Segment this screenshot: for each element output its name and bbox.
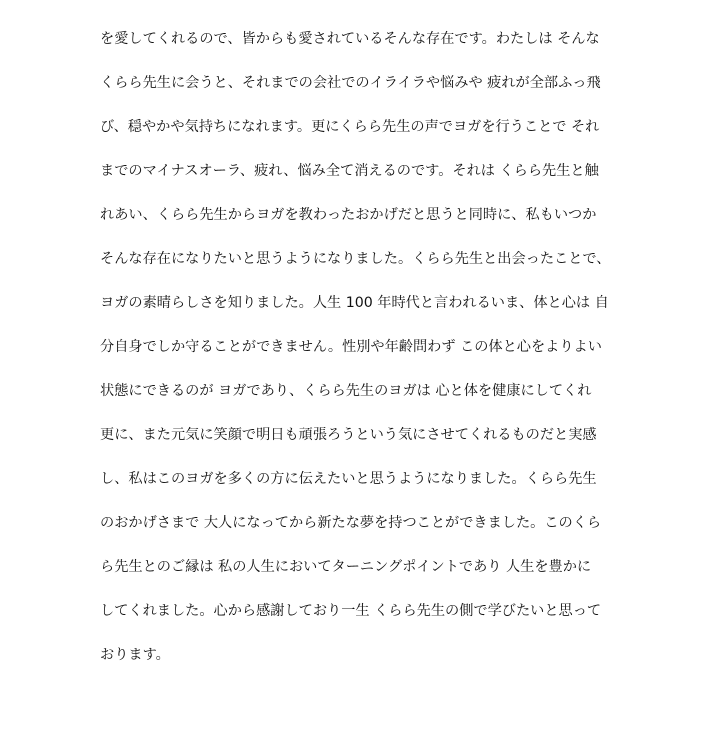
text-line: 状態にできるのが ヨガであり、くらら先生のヨガは 心と体を健康にしてくれ: [100, 383, 592, 399]
text-line: を愛してくれるので、皆からも愛されているそんな存在です。わたしは そんな: [100, 31, 600, 47]
text-line: び、穏やかや気持ちになれます。更にくらら先生の声でヨガを行うことで それ: [100, 119, 600, 135]
text-line: ら先生とのご縁は 私の人生においてターニングポイントであり 人生を豊かに: [100, 559, 592, 575]
text-line: し、私はこのヨガを多くの方に伝えたいと思うようになりました。くらら先生: [100, 471, 597, 487]
text-line: のおかげさまで 大人になってから新たな夢を持つことができました。このくら: [100, 515, 602, 531]
text-line: れあい、くらら先生からヨガを教わったおかげだと思うと同時に、私もいつか: [100, 207, 597, 223]
text-line: 更に、また元気に笑顔で明日も頑張ろうという気にさせてくれるものだと実感: [100, 427, 597, 443]
essay-body: [100, 28, 620, 688]
text-line: そんな存在になりたいと思うようになりました。くらら先生と出会ったことで、: [100, 251, 611, 267]
text-line: までのマイナスオーラ、疲れ、悩み全て消えるのです。それは くらら先生と触: [100, 163, 599, 179]
text-line: ヨガの素晴らしさを知りました。人生 100 年時代と言われるいま、体と心は 自: [100, 295, 609, 311]
text-line: してくれました。心から感謝しており一生 くらら先生の側で学びたいと思って: [100, 603, 602, 619]
text-line: 分自身でしか守ることができません。性別や年齢問わず この体と心をよりよい: [100, 339, 602, 355]
text-line: くらら先生に会うと、それまでの会社でのイライラや悩みや 疲れが全部ふっ飛: [100, 75, 601, 91]
text-line: おります。: [100, 647, 170, 663]
